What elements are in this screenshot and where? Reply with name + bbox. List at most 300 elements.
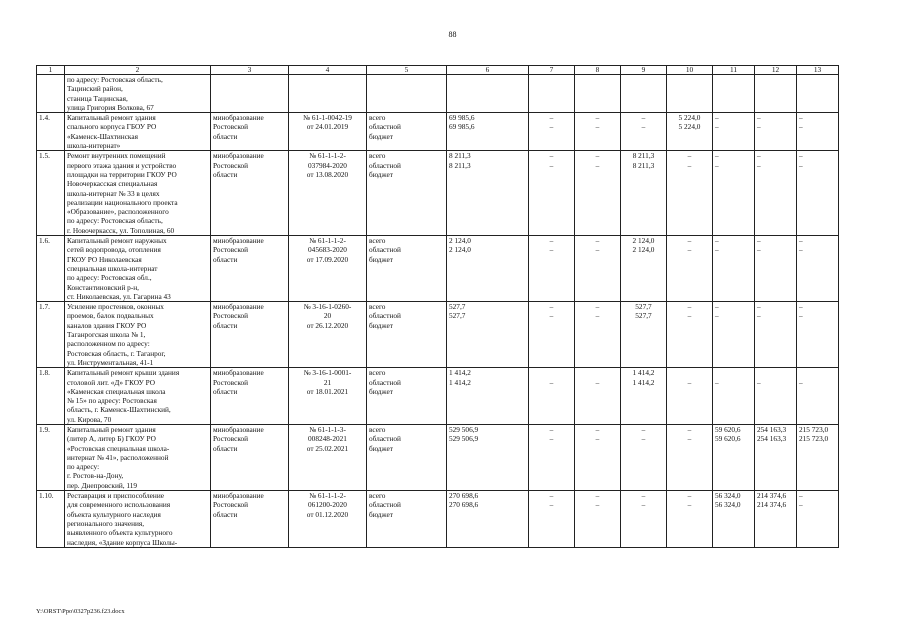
value-total: – <box>549 113 554 123</box>
value-cell <box>621 424 667 490</box>
value-regional: – <box>595 377 600 387</box>
value-regional: – <box>549 311 554 321</box>
value-cell <box>575 491 621 548</box>
value-cell <box>575 151 621 236</box>
empty-cell <box>621 75 667 113</box>
column-header: 1 <box>37 66 65 75</box>
funding-source-line: всего <box>369 151 386 161</box>
column-header: 12 <box>755 66 797 75</box>
value-total: – <box>799 113 803 123</box>
responsible-org-line: области <box>213 509 238 519</box>
column-header: 4 <box>289 66 367 75</box>
object-name-line: Капитальный ремонт наружных <box>67 236 167 246</box>
row-number: 1.4. <box>37 113 65 151</box>
object-name-line: «Образование», расположенного <box>67 207 169 217</box>
object-name-line: Таганрогская школа № 1, <box>67 330 146 340</box>
expertise-doc-line: № 3-16-1-0001- <box>303 368 352 378</box>
value-regional: – <box>687 377 692 387</box>
expertise-doc-line: № 61-1-1-2- <box>309 151 346 161</box>
responsible-org-line: области <box>213 320 238 330</box>
funding-source-line: областной <box>369 160 401 170</box>
value-cell <box>447 302 529 368</box>
value-total <box>577 368 618 377</box>
object-name <box>65 236 211 302</box>
value-regional: – <box>595 500 600 510</box>
responsible-org-line: Ростовской <box>213 160 249 170</box>
column-header: 8 <box>575 66 621 75</box>
expertise-doc-line: 008248-2021 <box>308 434 347 444</box>
funding-source-line: всего <box>369 424 386 434</box>
value-total: – <box>549 236 554 246</box>
object-name <box>65 151 211 236</box>
value-cell <box>797 491 839 548</box>
value-total: 56 324,0 <box>715 491 741 501</box>
empty-cell <box>211 75 289 113</box>
value-regional: – <box>757 245 761 255</box>
value-cell <box>667 368 713 425</box>
funding-source <box>367 151 447 236</box>
object-name-line: сетей водопровода, отопления <box>67 245 161 255</box>
value-cell <box>797 113 839 151</box>
object-name-line: Капитальный ремонт крыши здания <box>67 368 180 378</box>
value-regional: 2 124,0 <box>449 245 471 255</box>
column-header: 13 <box>797 66 839 75</box>
value-total: – <box>595 151 600 161</box>
responsible-org <box>211 236 289 302</box>
column-header: 7 <box>529 66 575 75</box>
value-total: – <box>641 424 646 434</box>
row-number: 1.9. <box>37 424 65 490</box>
responsible-org-line: области <box>213 131 238 141</box>
object-name-line: г. Ростов-на-Дону, <box>67 471 124 481</box>
value-total: – <box>757 236 761 246</box>
empty-cell <box>797 75 839 113</box>
value-cell <box>529 491 575 548</box>
object-name-line: улица Григория Волкова, 67 <box>67 102 154 112</box>
value-cell <box>667 424 713 490</box>
value-regional: – <box>641 122 646 132</box>
value-total: – <box>549 302 554 312</box>
value-total: – <box>595 236 600 246</box>
value-cell <box>713 368 755 425</box>
row-number <box>37 75 65 113</box>
value-regional: – <box>799 245 803 255</box>
value-cell <box>447 424 529 490</box>
value-total: – <box>595 424 600 434</box>
expertise-doc-line: от 13.08.2020 <box>306 169 349 179</box>
value-cell <box>667 113 713 151</box>
table-row <box>37 236 839 302</box>
expertise-doc-line: от 18.01.2021 <box>306 386 349 396</box>
budget-table <box>36 65 839 548</box>
value-total: – <box>687 424 692 434</box>
funding-source-line: бюджет <box>369 320 393 330</box>
value-total <box>799 368 836 377</box>
object-name-line: регионального значения, <box>67 518 145 528</box>
column-header: 2 <box>65 66 211 75</box>
responsible-org <box>211 424 289 490</box>
value-regional: 5 224,0 <box>678 122 701 132</box>
empty-cell <box>667 75 713 113</box>
file-path-footer: Y:\ORST\Ppo\0327p236.f23.docx <box>36 608 125 615</box>
value-regional: – <box>549 160 554 170</box>
value-regional: – <box>549 245 554 255</box>
value-regional: – <box>687 311 692 321</box>
value-cell <box>713 113 755 151</box>
funding-source-line: бюджет <box>369 386 393 396</box>
responsible-org-line: минобразование <box>213 151 264 161</box>
value-total: – <box>595 302 600 312</box>
responsible-org-line: области <box>213 169 238 179</box>
row-number: 1.5. <box>37 151 65 236</box>
value-total: 527,7 <box>635 302 652 312</box>
responsible-org-line: Ростовской <box>213 122 249 132</box>
funding-source-line: бюджет <box>369 169 393 179</box>
value-total <box>757 368 794 377</box>
row-number: 1.8. <box>37 368 65 425</box>
value-total: – <box>549 424 554 434</box>
value-total: – <box>757 113 761 123</box>
value-regional: – <box>687 500 692 510</box>
value-total: 214 374,6 <box>757 491 787 501</box>
value-regional: – <box>799 377 803 387</box>
value-total: – <box>757 151 761 161</box>
value-cell <box>529 424 575 490</box>
funding-source-line: областной <box>369 434 401 444</box>
value-regional: – <box>687 434 692 444</box>
page-number: 88 <box>448 30 457 39</box>
value-regional: 254 163,3 <box>757 434 787 444</box>
value-regional: 8 211,3 <box>632 160 655 170</box>
responsible-org-line: Ростовской <box>213 434 249 444</box>
column-header: 6 <box>447 66 529 75</box>
funding-source-line: всего <box>369 236 386 246</box>
value-regional: 215 723,0 <box>799 434 829 444</box>
value-total: 527,7 <box>449 302 466 312</box>
value-cell <box>797 368 839 425</box>
funding-source <box>367 236 447 302</box>
empty-cell <box>755 75 797 113</box>
responsible-org-line: Ростовской <box>213 245 249 255</box>
value-cell <box>755 491 797 548</box>
value-regional: – <box>687 245 692 255</box>
object-name-line: спального корпуса ГБОУ РО <box>67 122 157 132</box>
value-total: – <box>715 302 719 312</box>
expertise-doc-line: от 26.12.2020 <box>306 320 349 330</box>
value-cell <box>575 236 621 302</box>
value-regional: – <box>595 311 600 321</box>
value-total: – <box>799 302 803 312</box>
empty-cell <box>289 75 367 113</box>
object-name-line: область, г. Каменск-Шахтинский, <box>67 405 171 415</box>
responsible-org <box>211 302 289 368</box>
value-cell <box>667 491 713 548</box>
value-cell <box>755 302 797 368</box>
object-name-line: по адресу: Ростовская область, <box>67 216 163 226</box>
object-name-line: каналов здания ГКОУ РО <box>67 320 147 330</box>
value-total: – <box>687 236 692 246</box>
responsible-org <box>211 113 289 151</box>
responsible-org-line: Ростовской <box>213 377 249 387</box>
object-name-line: Новочеркасская специальная <box>67 179 158 189</box>
value-total: 529 506,9 <box>449 424 479 434</box>
object-name-line: Ростовская область, г. Таганрог, <box>67 348 166 358</box>
expertise-doc <box>289 491 367 548</box>
value-total: 69 985,6 <box>449 113 475 123</box>
object-name <box>65 75 211 113</box>
value-total: 2 124,0 <box>449 236 471 246</box>
value-regional: 69 985,6 <box>449 122 475 132</box>
object-name-line: ул. Кирова, 70 <box>67 414 112 424</box>
responsible-org-line: области <box>213 386 238 396</box>
object-name-line: Усиление простенков, оконных <box>67 302 164 312</box>
value-regional: – <box>799 500 803 510</box>
value-regional: – <box>715 311 719 321</box>
empty-cell <box>367 75 447 113</box>
row-number: 1.10. <box>37 491 65 548</box>
row-number: 1.7. <box>37 302 65 368</box>
object-name-line: (литер А, литер Б) ГКОУ РО <box>67 434 156 444</box>
value-total: 8 211,3 <box>449 151 471 161</box>
value-regional: – <box>595 160 600 170</box>
object-name-line: по адресу: Ростовская обл., <box>67 273 152 283</box>
object-name-line: ст. Николаевская, ул. Гагарина 43 <box>67 291 171 301</box>
funding-source-line: бюджет <box>369 509 393 519</box>
value-regional: 56 324,0 <box>715 500 741 510</box>
expertise-doc <box>289 236 367 302</box>
funding-source-line: областной <box>369 377 401 387</box>
value-cell <box>713 151 755 236</box>
table-row <box>37 113 839 151</box>
value-total: – <box>715 113 719 123</box>
object-name-line: № 15» по адресу: Ростовская <box>67 396 157 406</box>
empty-cell <box>447 75 529 113</box>
empty-cell <box>575 75 621 113</box>
expertise-doc-line: № 61-1-0042-19 <box>303 113 352 123</box>
value-regional: 2 124,0 <box>632 245 655 255</box>
object-name-line: «Ростовская специальная школа- <box>67 443 170 453</box>
object-name-line: ул. Инструментальная, 41-1 <box>67 357 154 367</box>
object-name-line: расположенном по адресу: <box>67 339 150 349</box>
funding-source-line: бюджет <box>369 443 393 453</box>
value-regional: – <box>757 160 761 170</box>
value-regional: 8 211,3 <box>449 160 471 170</box>
value-regional: – <box>799 311 803 321</box>
value-total: – <box>549 151 554 161</box>
value-cell <box>575 368 621 425</box>
value-total: 2 124,0 <box>632 236 655 246</box>
value-regional: 1 414,2 <box>449 377 471 387</box>
value-total: – <box>549 491 554 501</box>
object-name-line: интернат № 41», расположенной <box>67 452 169 462</box>
value-regional: – <box>757 122 761 132</box>
value-total: – <box>595 113 600 123</box>
value-regional: – <box>799 160 803 170</box>
expertise-doc <box>289 151 367 236</box>
table-row <box>37 302 839 368</box>
value-cell <box>755 151 797 236</box>
value-cell <box>755 236 797 302</box>
value-regional: – <box>595 245 600 255</box>
value-cell <box>797 236 839 302</box>
value-cell <box>529 236 575 302</box>
value-regional: – <box>757 377 761 387</box>
value-total <box>531 368 572 377</box>
expertise-doc <box>289 368 367 425</box>
expertise-doc-line: от 17.09.2020 <box>306 254 349 264</box>
expertise-doc-line: № 3-16-1-0260- <box>303 302 352 312</box>
expertise-doc-line: от 01.12.2020 <box>306 509 349 519</box>
object-name-line: объекта культурного наследия <box>67 509 161 519</box>
value-total: – <box>715 236 719 246</box>
expertise-doc-line: 045683-2020 <box>308 245 347 255</box>
value-cell <box>621 368 667 425</box>
object-name-line: проемов, балок подвальных <box>67 311 154 321</box>
value-cell <box>529 302 575 368</box>
table-header-row <box>37 66 839 75</box>
value-cell <box>713 236 755 302</box>
object-name <box>65 368 211 425</box>
funding-source-line: областной <box>369 500 401 510</box>
value-total: – <box>799 236 803 246</box>
value-regional: 1 414,2 <box>632 377 655 387</box>
value-cell <box>797 424 839 490</box>
table-row <box>37 424 839 490</box>
column-header: 10 <box>667 66 713 75</box>
object-name-line: столовой лит. «Д» ГКОУ РО <box>67 377 156 387</box>
value-cell <box>447 113 529 151</box>
responsible-org-line: минобразование <box>213 424 264 434</box>
value-cell <box>447 491 529 548</box>
value-regional: – <box>595 122 600 132</box>
value-cell <box>575 113 621 151</box>
value-cell <box>529 113 575 151</box>
value-total: – <box>687 302 692 312</box>
value-cell <box>529 151 575 236</box>
value-cell <box>575 424 621 490</box>
value-cell <box>755 424 797 490</box>
value-total: 270 698,6 <box>449 491 479 501</box>
value-regional: 527,7 <box>635 311 652 321</box>
object-name-line: реализации национального проекта <box>67 197 178 207</box>
expertise-doc-line: № 61-1-1-2- <box>309 236 346 246</box>
object-name-line: для современного использования <box>67 500 171 510</box>
value-regional: – <box>715 377 719 387</box>
object-name-line: Константиновский р-н, <box>67 282 139 292</box>
value-cell <box>621 113 667 151</box>
expertise-doc-line: № 61-1-1-2- <box>309 491 346 501</box>
value-total: 59 620,6 <box>715 424 741 434</box>
object-name-line: по адресу: Ростовская область, <box>67 75 163 84</box>
object-name-line: г. Новочеркасск, ул. Тополиная, 60 <box>67 225 175 235</box>
funding-source-line: всего <box>369 368 386 378</box>
value-regional: 214 374,6 <box>757 500 787 510</box>
value-cell <box>713 302 755 368</box>
value-cell <box>529 368 575 425</box>
empty-cell <box>529 75 575 113</box>
value-total: 254 163,3 <box>757 424 787 434</box>
object-name <box>65 113 211 151</box>
responsible-org <box>211 368 289 425</box>
value-cell <box>667 236 713 302</box>
value-total: 1 414,2 <box>632 368 655 378</box>
row-number: 1.6. <box>37 236 65 302</box>
expertise-doc-line: № 61-1-1-3- <box>309 424 346 434</box>
value-total: – <box>687 151 692 161</box>
object-name <box>65 424 211 490</box>
value-total: 215 723,0 <box>799 424 829 434</box>
object-name-line: по адресу: <box>67 462 100 472</box>
object-name <box>65 491 211 548</box>
responsible-org-line: минобразование <box>213 236 264 246</box>
value-cell <box>621 236 667 302</box>
value-regional: – <box>715 160 719 170</box>
column-header: 11 <box>713 66 755 75</box>
table-row <box>37 151 839 236</box>
expertise-doc-line: 21 <box>323 377 332 387</box>
value-total: – <box>641 113 646 123</box>
object-name-line: первого этажа здания и устройство <box>67 160 177 170</box>
value-cell <box>575 302 621 368</box>
value-regional: 529 506,9 <box>449 434 479 444</box>
value-total: – <box>799 491 803 501</box>
funding-source-line: областной <box>369 311 401 321</box>
expertise-doc <box>289 302 367 368</box>
object-name-line: площадки на территории ГКОУ РО <box>67 169 177 179</box>
expertise-doc-line: от 24.01.2019 <box>306 122 349 132</box>
funding-source-line: всего <box>369 113 386 123</box>
responsible-org-line: минобразование <box>213 491 264 501</box>
value-regional: 270 698,6 <box>449 500 479 510</box>
value-regional: – <box>549 122 554 132</box>
responsible-org <box>211 151 289 236</box>
value-regional: 59 620,6 <box>715 434 741 444</box>
value-cell <box>713 491 755 548</box>
value-regional: – <box>799 122 803 132</box>
funding-source-line: областной <box>369 122 401 132</box>
expertise-doc-line: от 25.02.2021 <box>306 443 349 453</box>
value-total <box>669 368 710 377</box>
funding-source-line: всего <box>369 491 386 501</box>
value-regional: – <box>687 160 692 170</box>
expertise-doc <box>289 424 367 490</box>
value-total: 5 224,0 <box>678 113 701 123</box>
responsible-org-line: минобразование <box>213 368 264 378</box>
value-regional: 527,7 <box>449 311 466 321</box>
object-name-line: школа-интернат» <box>67 141 121 151</box>
column-header: 5 <box>367 66 447 75</box>
empty-cell <box>713 75 755 113</box>
value-regional: – <box>641 500 646 510</box>
value-cell <box>447 151 529 236</box>
column-header: 9 <box>621 66 667 75</box>
funding-source-line: всего <box>369 302 386 312</box>
value-cell <box>621 151 667 236</box>
column-header: 3 <box>211 66 289 75</box>
funding-source <box>367 113 447 151</box>
value-regional: – <box>595 434 600 444</box>
value-total: – <box>595 491 600 501</box>
responsible-org-line: Ростовской <box>213 311 249 321</box>
responsible-org-line: минобразование <box>213 302 264 312</box>
object-name <box>65 302 211 368</box>
value-regional: – <box>641 434 646 444</box>
value-total: – <box>687 491 692 501</box>
object-name-line: школа-интернат № 33 в целях <box>67 188 160 198</box>
table-row <box>37 491 839 548</box>
expertise-doc <box>289 113 367 151</box>
funding-source-line: бюджет <box>369 254 393 264</box>
